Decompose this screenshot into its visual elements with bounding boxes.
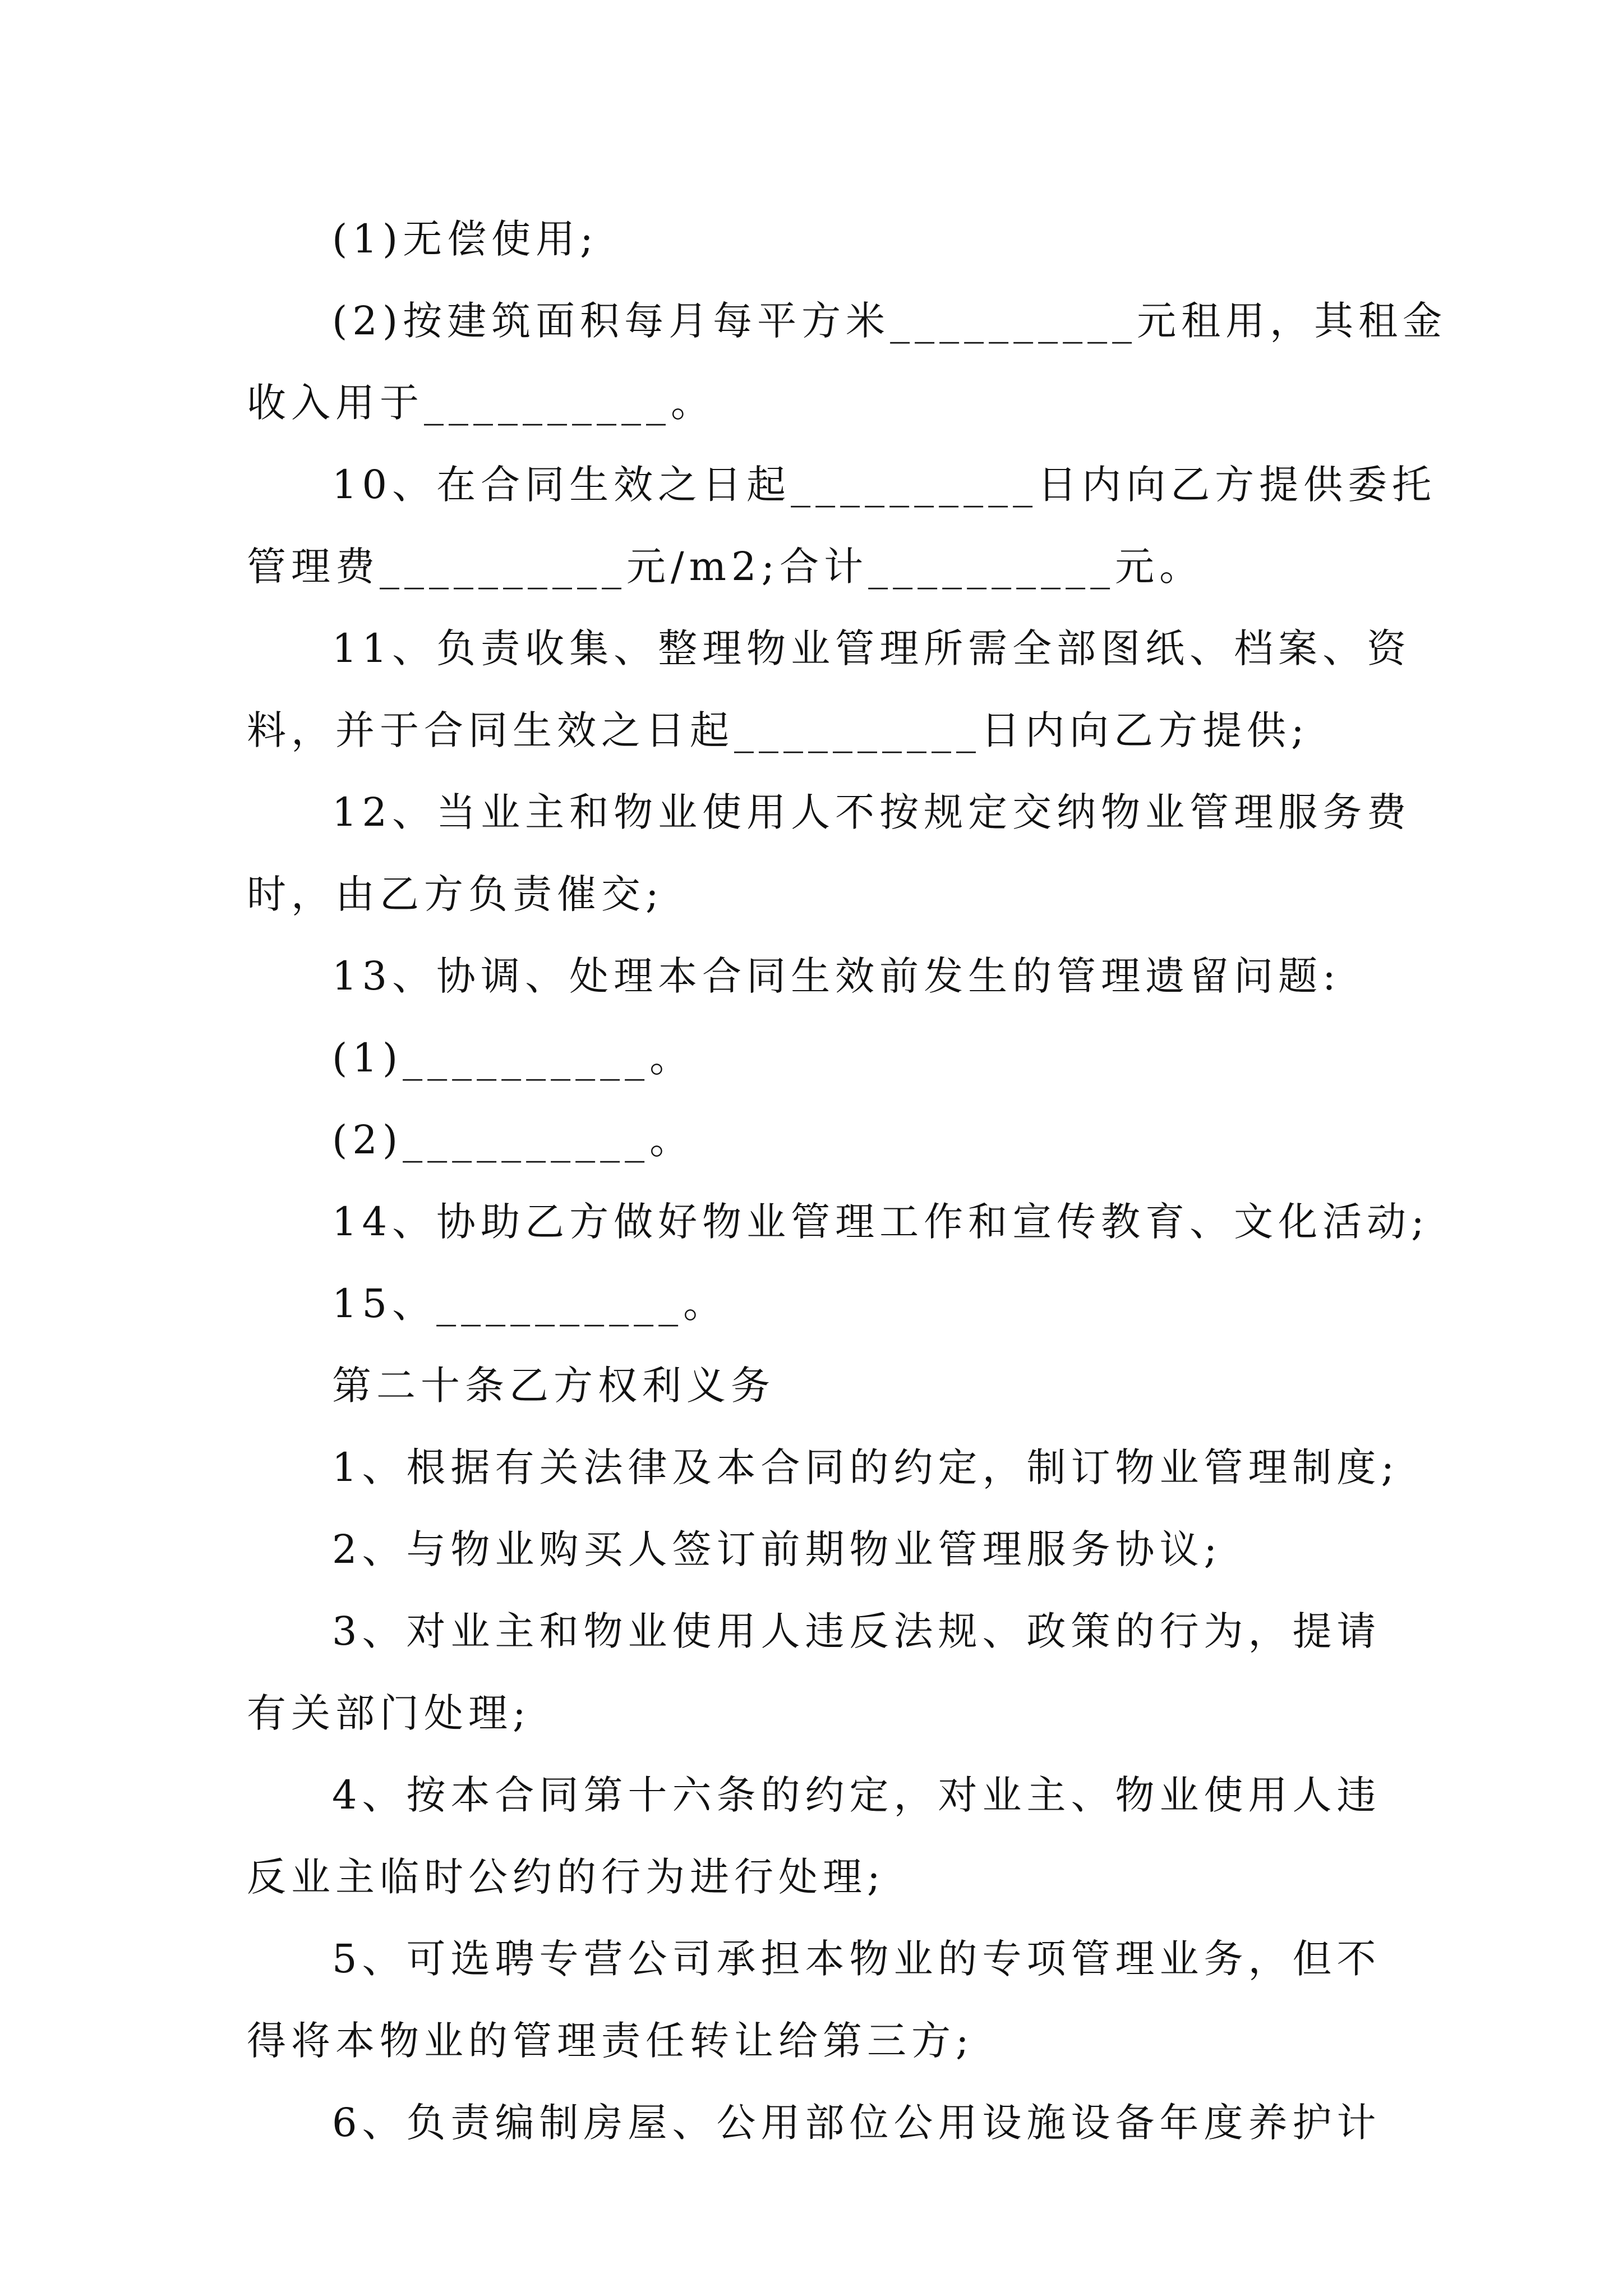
text-line: 料，并于合同生效之日起__________日内向乙方提供; bbox=[247, 707, 1310, 753]
text-line: (1)__________。 bbox=[332, 1035, 694, 1081]
text-line: (1)无偿使用; bbox=[332, 216, 598, 262]
section-heading: 第二十条乙方权利义务 bbox=[332, 1363, 775, 1409]
text-line: 13、协调、处理本合同生效前发生的管理遗留问题: bbox=[332, 953, 1341, 999]
text-line: 4、按本合同第十六条的约定，对业主、物业使用人违 bbox=[332, 1772, 1381, 1818]
document-body bbox=[247, 212, 1447, 2178]
text-line: 14、协助乙方做好物业管理工作和宣传教育、文化活动; bbox=[332, 1199, 1430, 1245]
text-line: 反业主临时公约的行为进行处理; bbox=[247, 1854, 886, 1900]
text-line: 管理费__________元/m2;合计__________元。 bbox=[247, 544, 1204, 590]
text-line: 时，由乙方负责催交; bbox=[247, 871, 664, 917]
text-line: 1、根据有关法律及本合同的约定，制订物业管理制度; bbox=[332, 1444, 1400, 1490]
text-line: 5、可选聘专营公司承担本物业的专项管理业务，但不 bbox=[332, 1936, 1381, 1982]
text-line: 收入用于__________。 bbox=[247, 380, 715, 426]
text-line: 6、负责编制房屋、公用部位公用设施设备年度养护计 bbox=[332, 2100, 1381, 2146]
text-line: 有关部门处理; bbox=[247, 1690, 531, 1736]
text-line: 15、__________。 bbox=[332, 1281, 728, 1327]
text-line: 11、负责收集、整理物业管理所需全部图纸、档案、资 bbox=[332, 625, 1412, 671]
text-line: 2、与物业购买人签订前期物业管理服务协议; bbox=[332, 1526, 1223, 1572]
text-line: 12、当业主和物业使用人不按规定交纳物业管理服务费 bbox=[332, 789, 1412, 835]
text-line: 得将本物业的管理责任转让给第三方; bbox=[247, 2018, 974, 2064]
text-line: 3、对业主和物业使用人违反法规、政策的行为，提请 bbox=[332, 1608, 1381, 1654]
text-line: 10、在合同生效之日起__________日内向乙方提供委托 bbox=[332, 462, 1437, 508]
text-line: (2)按建筑面积每月每平方米__________元租用，其租金 bbox=[332, 298, 1447, 344]
text-line: (2)__________。 bbox=[332, 1117, 694, 1163]
